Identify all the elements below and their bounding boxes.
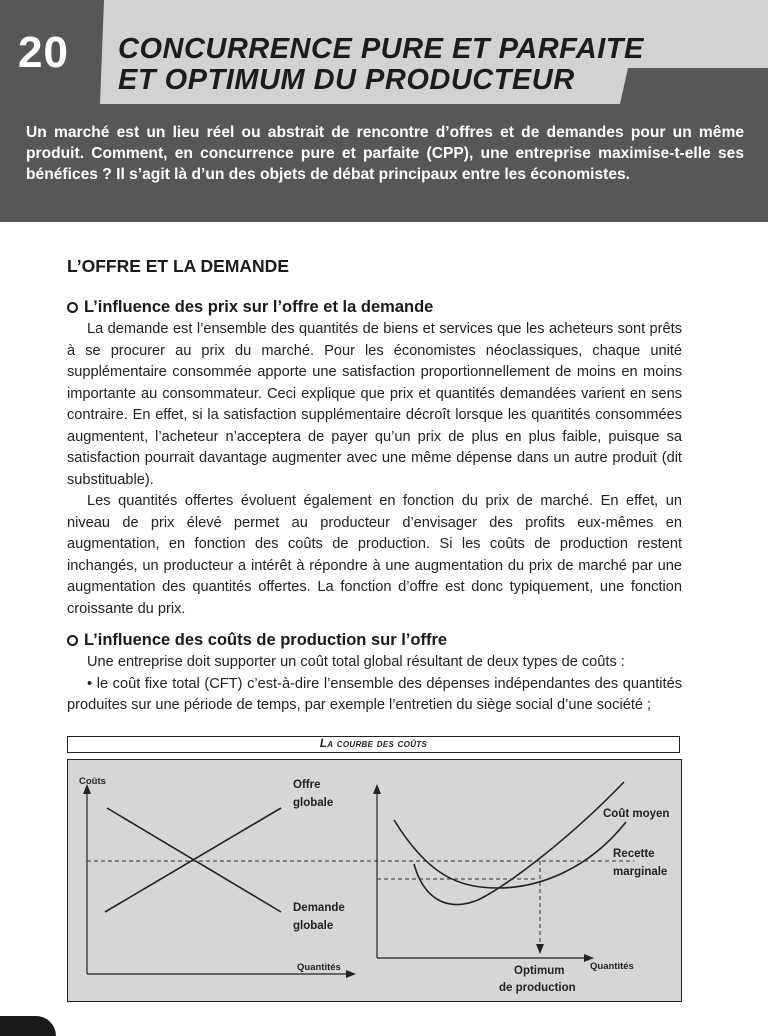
right-y-arrow — [373, 784, 381, 794]
subheading-costs-text: L’influence des coûts de production sur l’offre — [84, 631, 448, 649]
demand-label-2: globale — [293, 920, 334, 932]
right-x-label: Quantités — [590, 961, 634, 972]
subheading-prices-text: L’influence des prix sur l’offre et la demande — [84, 298, 434, 316]
paragraph-demand: La demande est l’ensemble des quantités de biens et services que les acheteurs sont prêts à se procurer au prix du marché. Pour les économistes néoclassiques, chaque unité supplémentaire consommée apporte une satisfaction proportionnellement de moins en moins importante au consommateur. Ceci explique que prix et quantités demandées varient en sens contraire. En effet, si la satisfaction supplémentaire décroît lorsque les quantités consommées augmentent, l’acheteur n’acceptera de payer qu’un prix de plus en plus faible, puisque sa satisfaction pourrait davantage augmenter avec une même dépense dans un autre produit (dit substituable). — [67, 321, 682, 488]
supply-label-1: Offre — [293, 779, 321, 791]
chapter-number: 20 — [18, 28, 69, 77]
paragraph-supply: Les quantités offertes évoluent également en fonction du prix de marché. En effet, un niveau de prix élevé permet au producteur d’envisager des profits eux-mêmes en augmentation, en fonction des coûts de production. Si les coûts de production restent inchangés, un producteur a intérêt à répondre à une augmentation du prix de marché par une augmentation des quantités offertes. La fonction d’offre est donc typiquement, une fonction croissante du prix. — [67, 493, 682, 617]
chapter-title — [118, 34, 738, 96]
body-prices — [67, 319, 682, 620]
marginal-label-1: Recette — [613, 848, 655, 860]
optimum-label-1: Optimum — [514, 965, 565, 977]
subheading-prices — [67, 298, 687, 317]
left-y-label: Coûts — [79, 776, 106, 787]
chapter-title-line-2: ET OPTIMUM DU PRODUCTEUR — [118, 64, 575, 96]
paragraph-costs-intro: Une entreprise doit supporter un coût total global résultant de deux types de coûts : — [87, 654, 625, 670]
chapter-title-line-1: CONCURRENCE PURE ET PARFAITE — [118, 33, 644, 65]
figure-cost-curves — [67, 759, 682, 1002]
paragraph-fixed-cost: • le coût fixe total (CFT) c’est-à-dire l’ensemble des dépenses indépendantes des quantités produites sur une période de temps, par exemple l’entretien du siège social d’une société ; — [67, 675, 682, 713]
section-title: L’OFFRE ET LA DEMANDE — [67, 256, 289, 276]
demand-label-1: Demande — [293, 902, 345, 914]
figure-title-text: La courbe des coûts — [319, 738, 428, 750]
supply-label-2: globale — [293, 797, 334, 809]
figure-title — [67, 736, 680, 753]
intro-paragraph: Un marché est un lieu réel ou abstrait de rencontre d’offres et de demandes pour un même produit. Comment, en concurrence pure et parfaite (CPP), une entreprise maximise-t-elle ses bénéfices ? Il s’agit là d’un des objets de débat principaux entre les économistes. — [26, 124, 744, 183]
marginal-label-2: marginale — [613, 866, 668, 878]
bullet-icon — [67, 302, 78, 313]
optimum-arrow — [536, 944, 544, 954]
avg-cost-label: Coût moyen — [603, 808, 670, 820]
body-costs — [67, 652, 682, 717]
optimum-label-2: de production — [499, 982, 576, 994]
bullet-icon — [67, 635, 78, 646]
cost-curves-svg — [68, 760, 681, 1001]
page-corner-tab — [0, 1016, 56, 1036]
left-x-arrow — [346, 970, 356, 978]
marginal-curve — [394, 820, 626, 888]
left-x-label: Quantités — [297, 962, 341, 973]
subheading-costs — [67, 631, 687, 650]
